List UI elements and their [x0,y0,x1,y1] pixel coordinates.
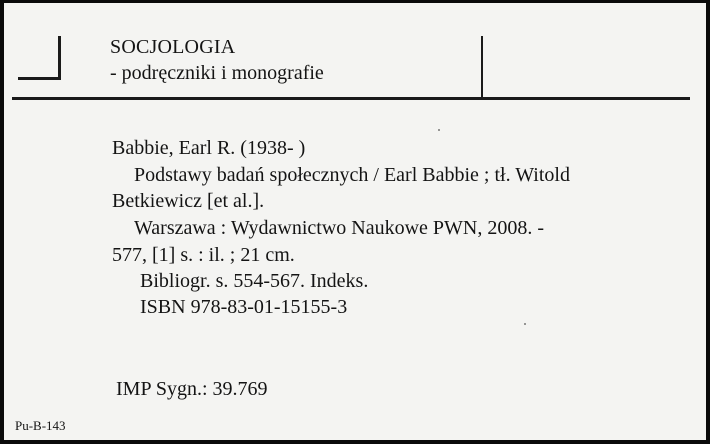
title-line-2: Betkiewicz [et al.]. [112,190,265,212]
subject-subheading: - podręczniki i monografie [110,62,324,84]
notes-line: Bibliogr. s. 554-567. Indeks. [140,270,369,292]
paper-speck [524,323,526,325]
shelfmark: IMP Sygn.: 39.769 [116,378,268,400]
paper-speck [438,129,440,131]
corner-mark-vertical [58,36,61,80]
isbn-line: ISBN 978-83-01-15155-3 [140,296,348,318]
author-entry: Babbie, Earl R. (1938- ) [112,137,306,159]
imprint-line-2: 577, [1] s. : il. ; 21 cm. [112,244,295,266]
imprint-line-1: Warszawa : Wydawnictwo Naukowe PWN, 2008. - [134,217,545,239]
card-code: Pu-B-143 [15,418,66,433]
corner-mark-horizontal [18,77,61,80]
header-divider-horizontal [12,97,690,100]
subject-heading: SOCJOLOGIA [110,36,236,58]
header-divider-vertical [481,36,483,100]
catalog-card [4,3,706,440]
title-line-1: Podstawy badań społecznych / Earl Babbie ; tł. Witold [134,164,570,186]
